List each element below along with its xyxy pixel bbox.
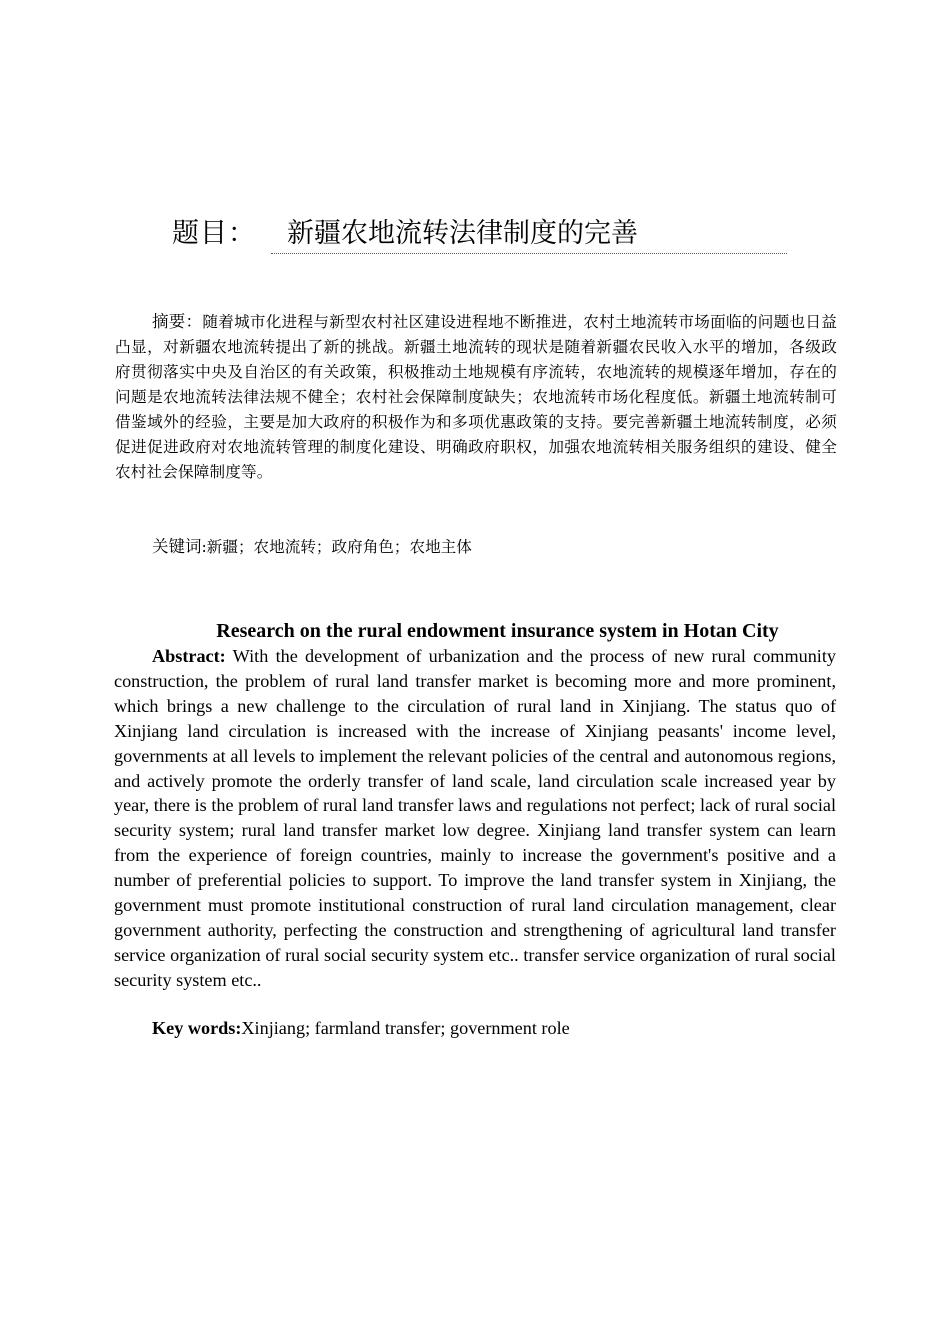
page-title: 新疆农地流转法律制度的完善	[271, 214, 787, 254]
chinese-keywords	[152, 534, 472, 560]
title-label: 题目：	[172, 218, 256, 249]
chinese-keywords-text: :新疆；农地流转；政府角色；农地主体	[201, 538, 472, 556]
title-row	[172, 214, 787, 256]
chinese-abstract-label: 摘要：	[152, 312, 203, 331]
english-title: Research on the rural endowment insurance system in Hotan City	[216, 620, 779, 642]
english-abstract	[114, 644, 836, 993]
chinese-abstract	[115, 309, 837, 485]
english-abstract-label: Abstract:	[152, 646, 226, 666]
english-abstract-text: With the development of urbanization and the process of new rural community construction, the problem of rural land transfer market is becoming more and more prominent, which brings a new challenge to the circulation of rural land in Xinjiang. The status quo of Xinjiang land circulation is increased with the increase of Xinjiang peasants' income level, governments at all levels to implement the relevant policies of the central and autonomous regions, and actively promote the orderly transfer of land scale, land circulation scale increased year by year, there is the problem of rural land transfer laws and regulations not perfect; lack of rural social security system; rural land transfer market low degree. Xinjiang land transfer system can learn from the experience of foreign countries, mainly to increase the government's positive and a number of preferential policies to support. To improve the land transfer system in Xinjiang, the government must promote institutional construction of rural land circulation management, clear government authority, perfecting the construction and strengthening of agricultural land transfer service organization of rural social security system etc.. transfer service organization of rural social security system etc..	[114, 646, 836, 990]
chinese-abstract-text: 随着城市化进程与新型农村社区建设进程地不断推进，农村土地流转市场面临的问题也日益凸显，对新疆农地流转提出了新的挑战。新疆土地流转的现状是随着新疆农民收入水平的增加，各级政府贯彻落实中央及自治区的有关政策，积极推动土地规模有序流转，农地流转的规模逐年增加，存在的问题是农地流转法律法规不健全；农村社会保障制度缺失；农地流转市场化程度低。新疆土地流转制可借鉴域外的经验，主要是加大政府的积极作为和多项优惠政策的支持。要完善新疆土地流转制度，必须促进促进政府对农地流转管理的制度化建设、明确政府职权，加强农地流转相关服务组织的建设、健全农村社会保障制度等。	[115, 313, 837, 481]
english-keywords-label: Key words:	[152, 1018, 242, 1038]
chinese-keywords-label: 关键词	[152, 537, 202, 556]
english-keywords-text: Xinjiang; farmland transfer; government role	[241, 1018, 570, 1038]
english-keywords	[152, 1016, 570, 1041]
